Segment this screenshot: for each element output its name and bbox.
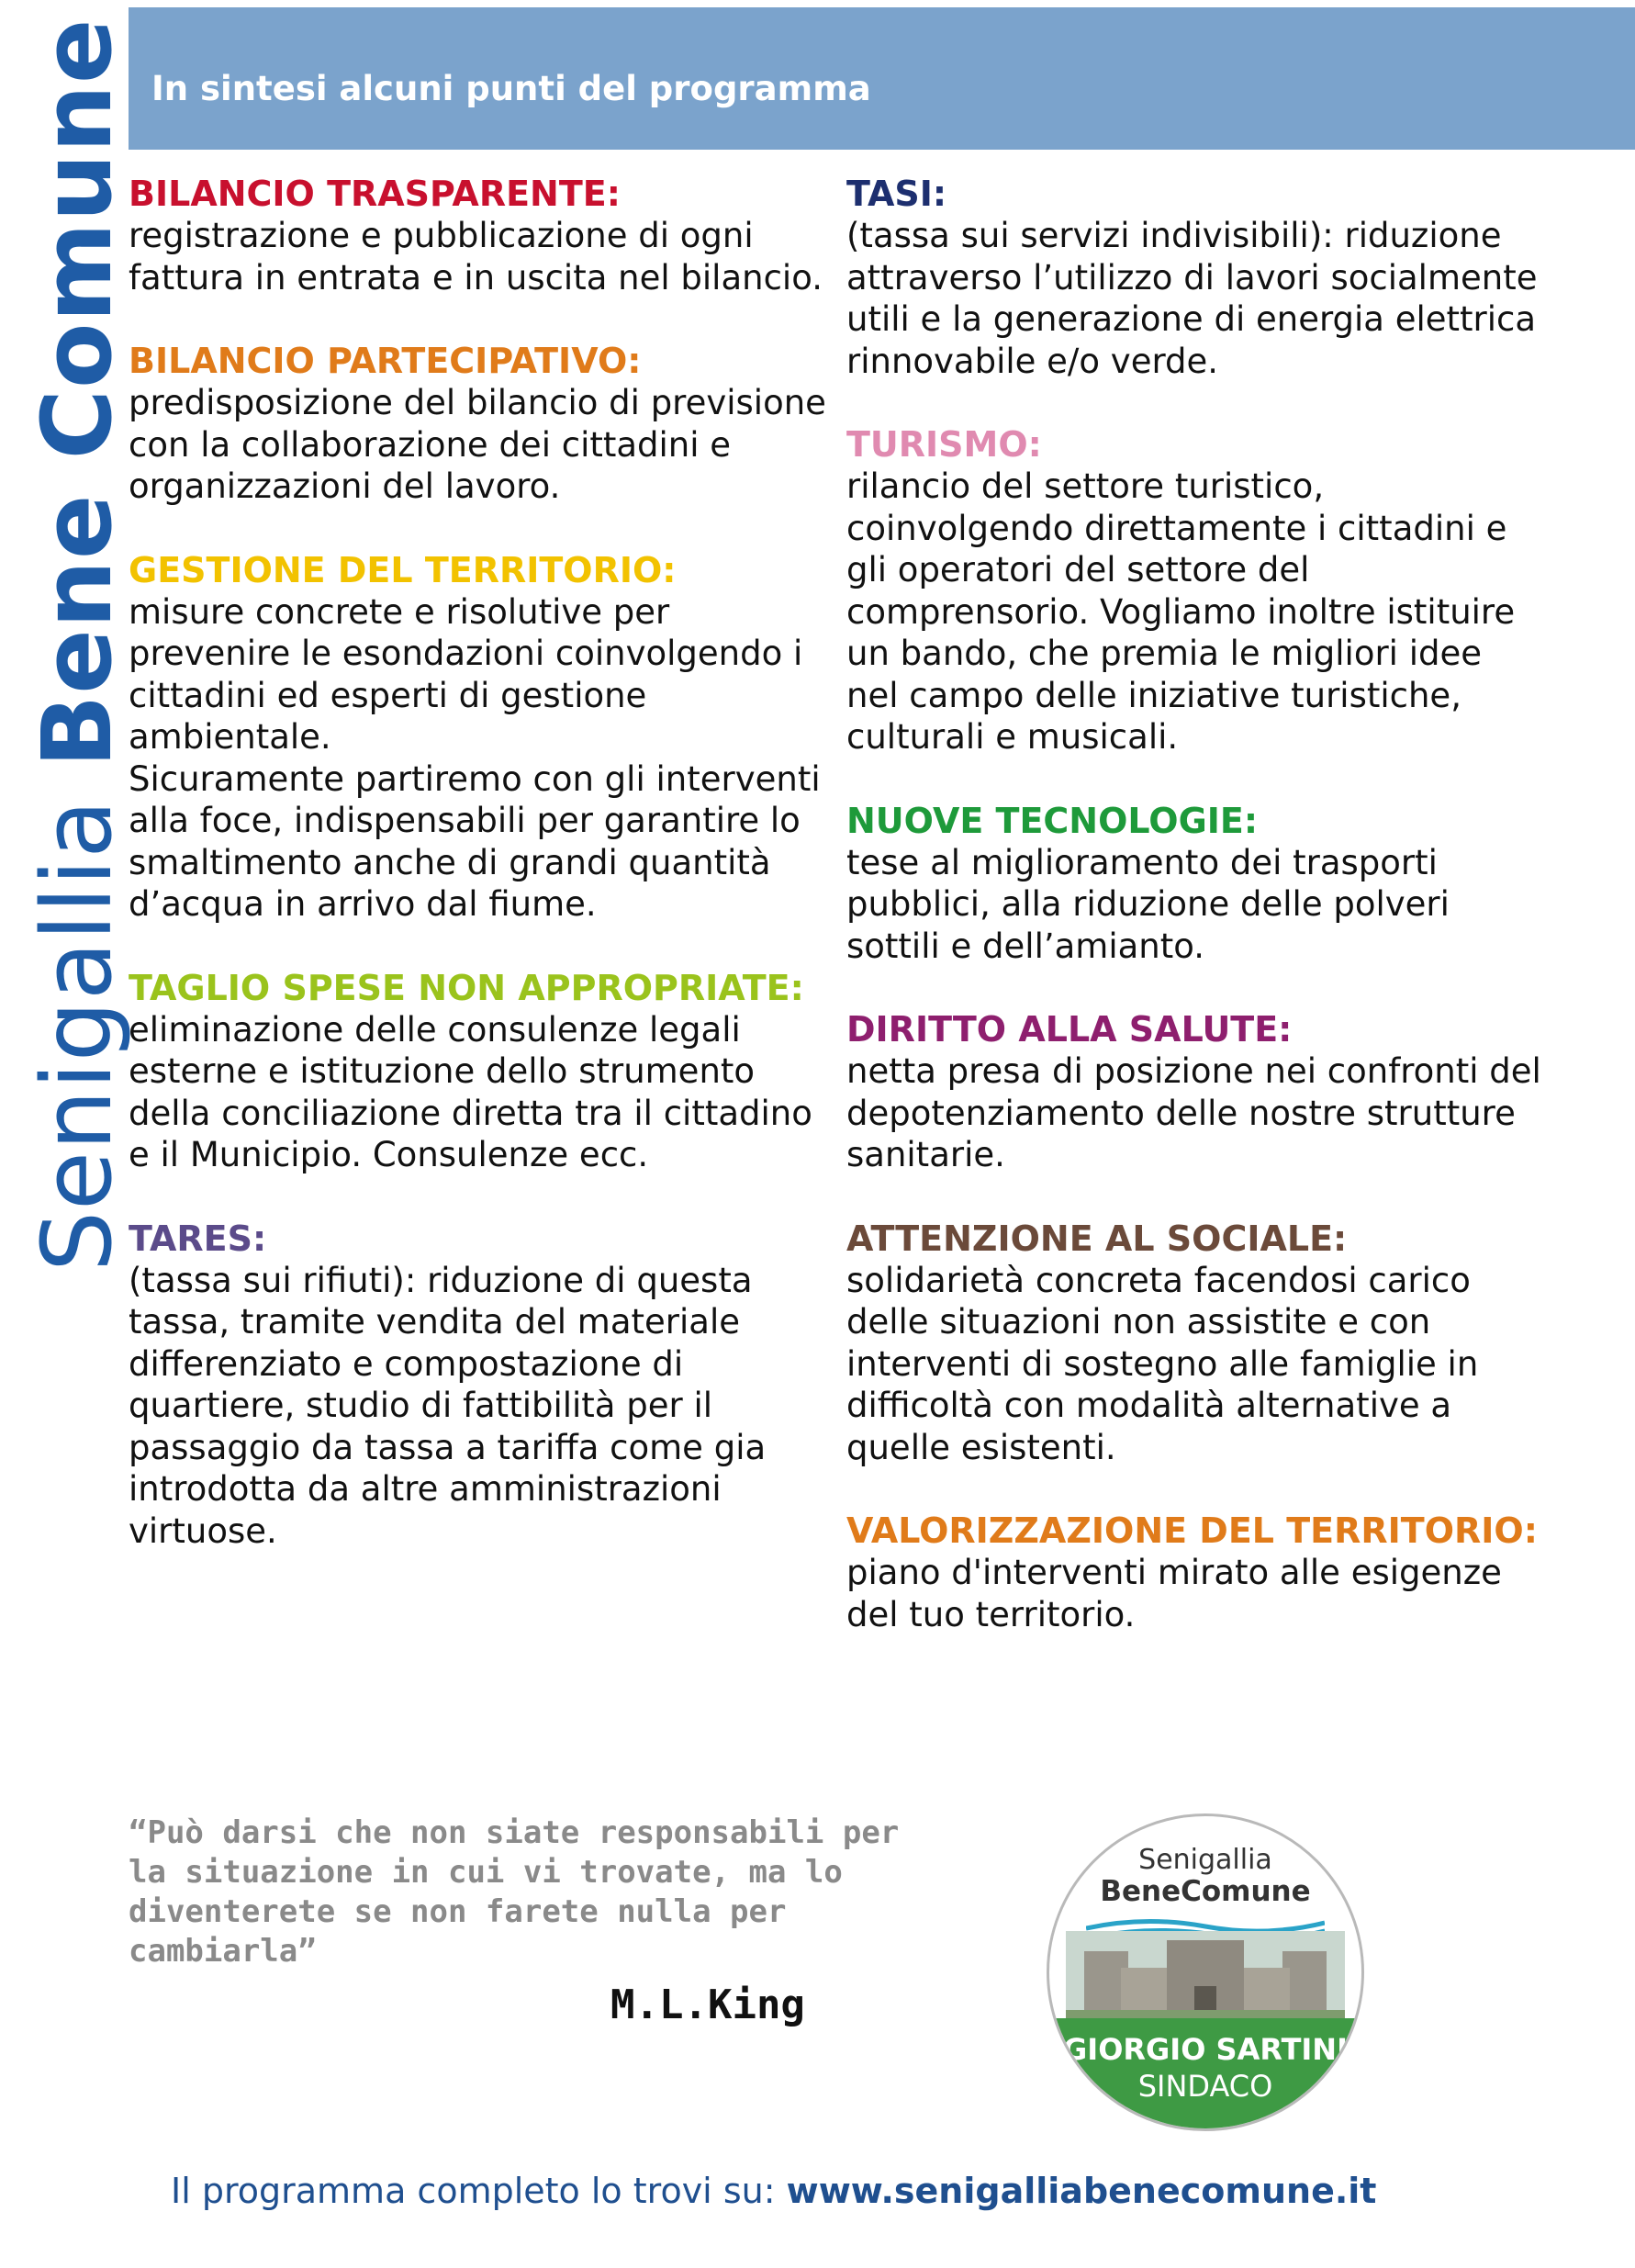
program-section [129, 549, 826, 926]
section-heading: TAGLIO SPESE NON APPROPRIATE: [129, 967, 804, 1008]
section-heading: TASI: [846, 174, 947, 214]
section-body: eliminazione delle consulenze legali esterne e istituzione dello strumento della conciliazione diretta tra il cittadino e il Municipio. Consulenze ecc. [129, 1009, 812, 1174]
section-heading: TARES: [129, 1218, 267, 1259]
logo-line1: Senigallia [1138, 1844, 1272, 1876]
section-body: rilancio del settore turistico, coinvolgendo direttamente i cittadini e gli operatori del settore del comprensorio. Vogliamo inoltre istituire un bando, che premia le migliori idee nel campo delle iniziative turistiche, culturali e musicali. [846, 466, 1516, 757]
program-section [129, 1218, 826, 1553]
program-section [846, 800, 1544, 968]
footer [171, 2171, 1376, 2211]
section-body: solidarietà concreta facendosi carico delle situazioni non assistite e con interventi di sostegno alle famiglie in difficoltà con modalità alternative a quelle esistenti. [846, 1260, 1479, 1467]
program-section [846, 423, 1544, 758]
section-heading: BILANCIO PARTECIPATIVO: [129, 341, 642, 381]
section-body: misure concrete e risolutive per prevenire le esondazioni coinvolgendo i cittadini ed esperti di gestione ambientale. Sicuramente partiremo con gli interventi alla foce, indispensabili per garantire lo smaltimento anche di grandi quantità d’acqua in arrivo dal fiume. [129, 591, 821, 924]
logo-line2: BeneComune [1100, 1875, 1311, 1908]
section-heading: NUOVE TECNOLOGIE: [846, 800, 1259, 841]
section-body: piano d'interventi mirato alle esigenze del tuo territorio. [846, 1553, 1502, 1634]
logo-candidate-name: GIORGIO SARTINI [1063, 2032, 1348, 2067]
section-heading: VALORIZZAZIONE DEL TERRITORIO: [846, 1510, 1538, 1551]
section-body: registrazione e pubblicazione di ogni fattura in entrata e in uscita nel bilancio. [129, 216, 823, 298]
section-body: (tassa sui rifiuti): riduzione di questa tassa, tramite vendita del materiale differenziato e compostazione di quartiere, studio di fattibilità per il passaggio da tassa a tariffa come gia introdotta da altre amministrazioni virtuose. [129, 1260, 767, 1551]
quote-text: “Può darsi che non siate responsabili per la situazione in cui vi trovate, ma lo diventerete se non farete nulla per cambiarla” [129, 1814, 900, 1970]
section-body: (tassa sui servizi indivisibili): riduzione attraverso l’utilizzo di lavori socialmente utili e la generazione di energia elettrica rinnovabile e/o verde. [846, 216, 1538, 381]
website-link[interactable]: www.senigalliabenecomune.it [786, 2171, 1377, 2211]
campaign-logo [1047, 1813, 1364, 2131]
program-section [846, 1008, 1544, 1176]
section-body: tese al miglioramento dei trasporti pubblici, alla riduzione delle polveri sottili e dell’amianto. [846, 842, 1450, 966]
section-heading: BILANCIO TRASPARENTE: [129, 174, 621, 214]
section-heading: TURISMO: [846, 424, 1042, 465]
program-section [846, 1510, 1544, 1635]
footer-prefix: Il programma completo lo trovi su: [171, 2171, 787, 2211]
quote-author: M.L.King [610, 1982, 805, 2028]
section-heading: ATTENZIONE AL SOCIALE: [846, 1218, 1348, 1259]
page-title: In sintesi alcuni punti del programma [151, 69, 871, 108]
side-brand-part1: Senigallia [21, 767, 133, 1272]
logo-candidate-role: SINDACO [1137, 2069, 1273, 2104]
program-section [846, 1218, 1544, 1469]
castle-icon [1066, 1931, 1345, 2023]
side-brand-title [21, 17, 133, 1272]
section-heading: GESTIONE DEL TERRITORIO: [129, 549, 677, 590]
program-section [846, 173, 1544, 382]
section-body: netta presa di posizione nei confronti del depotenziamento delle nostre strutture sanitarie. [846, 1051, 1541, 1174]
section-body: predisposizione del bilancio di previsione con la collaborazione dei cittadini e organizzazioni del lavoro. [129, 383, 826, 506]
right-column [846, 173, 1544, 1677]
left-column [129, 173, 826, 1593]
program-section [129, 967, 826, 1176]
program-section [129, 340, 826, 508]
section-heading: DIRITTO ALLA SALUTE: [846, 1009, 1293, 1050]
program-section [129, 173, 826, 298]
side-brand-part2: Bene Comune [21, 17, 133, 768]
